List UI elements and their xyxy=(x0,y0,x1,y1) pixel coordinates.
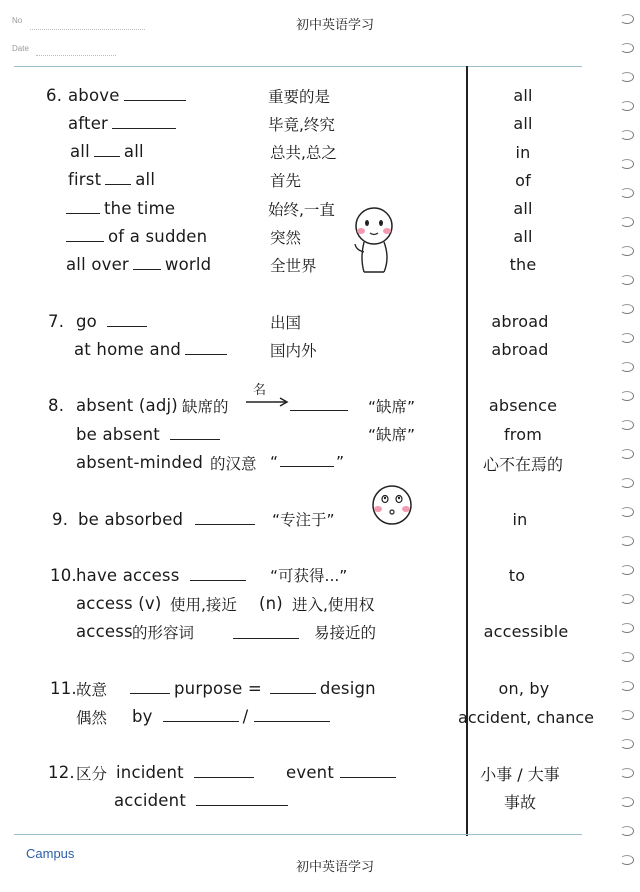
item7-row2-en: at home and xyxy=(74,340,231,359)
item8-line1-blank xyxy=(290,396,348,411)
spiral-ring xyxy=(620,768,634,778)
top-rule xyxy=(14,66,582,67)
item8-line3-cn: 的汉意 xyxy=(210,455,257,473)
item6-row7-cn: 全世界 xyxy=(270,257,317,275)
date-dotted-line xyxy=(36,54,116,56)
no-label: No xyxy=(12,16,23,25)
spiral-ring xyxy=(620,130,634,140)
item6-row3-answer: in xyxy=(515,143,531,162)
item8-line3-en: absent-minded xyxy=(76,453,204,472)
campus-logo: Campus xyxy=(26,846,75,861)
item6-row4-cn: 首先 xyxy=(270,172,302,190)
item11-line1-cn: 故意 xyxy=(76,681,108,699)
item10-line3-cn: 的形容词 xyxy=(132,624,195,642)
spiral-ring xyxy=(620,478,634,488)
spiral-ring xyxy=(620,246,634,256)
item10-line3-cn2: 易接近的 xyxy=(314,624,377,642)
item8-arrow-label: 名 xyxy=(253,383,267,398)
item6-row3-cn: 总共,总之 xyxy=(270,144,337,162)
item6-row4-answer: of xyxy=(515,171,531,190)
item12-line1-answer: 小事 / 大事 xyxy=(480,765,560,784)
page-header-title: 初中英语学习 xyxy=(296,18,375,33)
item10-line2-cn1: 使用,接近 xyxy=(170,596,237,614)
item10-line3-en: access xyxy=(76,622,133,641)
no-dotted-line xyxy=(30,28,145,30)
spiral-ring xyxy=(620,826,634,836)
spiral-ring xyxy=(620,855,634,865)
item8-line1-quote: “缺席” xyxy=(368,398,416,416)
item12-line2-en: accident xyxy=(114,791,292,810)
item10-line1-answer: to xyxy=(508,566,526,585)
item6-row2-answer: all xyxy=(513,114,533,133)
item8-line2-answer: from xyxy=(503,425,543,444)
spiral-ring xyxy=(620,507,634,517)
item7-number: 7. xyxy=(48,312,65,331)
spiral-ring xyxy=(620,14,634,24)
item6-row1-en: above xyxy=(68,86,190,105)
item6-row5-cn: 始终,一直 xyxy=(268,201,335,219)
spiral-ring xyxy=(620,420,634,430)
spiral-ring xyxy=(620,275,634,285)
spiral-ring xyxy=(620,217,634,227)
spiral-ring xyxy=(620,449,634,459)
spiral-ring xyxy=(620,391,634,401)
item6-row5-en: the time xyxy=(66,199,175,218)
cartoon-face-icon xyxy=(350,204,400,276)
spiral-ring xyxy=(620,594,634,604)
item8-number: 8. xyxy=(48,396,65,415)
item6-row1-cn: 重要的是 xyxy=(268,88,331,106)
item10-line3-answer: accessible xyxy=(483,622,569,641)
item8-line1-en: absent (adj) xyxy=(76,396,178,415)
item7-row2-answer: abroad xyxy=(491,340,549,359)
item6-row4-en: first all xyxy=(68,170,156,189)
spiral-ring xyxy=(620,43,634,53)
item6-row6-en: of a sudden xyxy=(66,227,207,246)
item7-row1-answer: abroad xyxy=(491,312,549,331)
item8-line3-answer: 心不在焉的 xyxy=(482,455,563,474)
item8-line3-quote: “ ” xyxy=(270,453,345,471)
item12-line1-en2: event xyxy=(286,763,400,782)
item6-row6-cn: 突然 xyxy=(270,229,302,247)
spiral-ring xyxy=(620,159,634,169)
item7-row2-cn: 国内外 xyxy=(270,342,317,360)
item12-line1-en: incident xyxy=(116,763,258,782)
item10-line1-quote: “可获得...” xyxy=(270,567,348,585)
item7-row1-en: go xyxy=(76,312,151,331)
spiral-ring xyxy=(620,710,634,720)
item6-number: 6. xyxy=(46,86,63,105)
bottom-rule xyxy=(14,834,582,835)
spiral-ring xyxy=(620,188,634,198)
spiral-ring xyxy=(620,681,634,691)
item9-en: be absorbed xyxy=(78,510,259,529)
item11-number: 11. xyxy=(50,679,77,698)
item11-line2-en: by / xyxy=(132,707,334,726)
spiral-ring xyxy=(620,304,634,314)
date-label: Date xyxy=(12,44,29,53)
item6-row5-answer: all xyxy=(513,199,533,218)
spiral-ring xyxy=(620,536,634,546)
item6-row1-answer: all xyxy=(513,86,533,105)
spiral-ring xyxy=(620,797,634,807)
spiral-ring xyxy=(620,565,634,575)
item9-number: 9. xyxy=(52,510,69,529)
spiral-ring xyxy=(620,739,634,749)
item6-row6-answer: all xyxy=(513,227,533,246)
item9-answer: in xyxy=(512,510,528,529)
cartoon-face-icon xyxy=(368,482,416,528)
item7-row1-cn: 出国 xyxy=(270,314,302,332)
item12-line2-answer: 事故 xyxy=(503,793,536,812)
item6-row7-answer: the xyxy=(509,255,537,274)
item10-line1-en: have access xyxy=(76,566,250,585)
spiral-ring xyxy=(620,623,634,633)
item6-row7-en: all over world xyxy=(66,255,212,274)
item10-line2-en: access (v) xyxy=(76,594,162,613)
item12-line1-cn: 区分 xyxy=(76,765,108,783)
item8-line2-quote: “缺席” xyxy=(368,426,416,444)
item10-number: 10. xyxy=(50,566,77,585)
spiral-ring xyxy=(620,333,634,343)
item11-line1-en: purpose = design xyxy=(120,679,376,698)
spiral-ring xyxy=(620,101,634,111)
item6-row2-en: after xyxy=(68,114,180,133)
item11-line1-answer: on, by xyxy=(498,679,550,698)
item10-line3-blank xyxy=(233,624,299,639)
item8-line1-cn: 缺席的 xyxy=(182,398,229,416)
item10-line2-pos: (n) xyxy=(259,594,283,613)
item10-line2-cn2: 进入,使用权 xyxy=(292,596,375,614)
item6-row3-en: all all xyxy=(70,142,144,161)
page-footer-title: 初中英语学习 xyxy=(296,860,375,875)
spiral-ring xyxy=(620,362,634,372)
arrow-right-icon xyxy=(246,396,290,408)
item8-line2-en: be absent xyxy=(76,425,224,444)
item11-line2-cn: 偶然 xyxy=(76,709,108,727)
spiral-ring xyxy=(620,652,634,662)
item12-number: 12. xyxy=(48,763,75,782)
item9-quote: “专注于” xyxy=(272,511,335,529)
item8-line1-answer: absence xyxy=(488,396,558,415)
spiral-ring xyxy=(620,72,634,82)
item6-row2-cn: 毕竟,终究 xyxy=(268,116,335,134)
item11-line2-answer: accident, chance xyxy=(458,708,594,727)
